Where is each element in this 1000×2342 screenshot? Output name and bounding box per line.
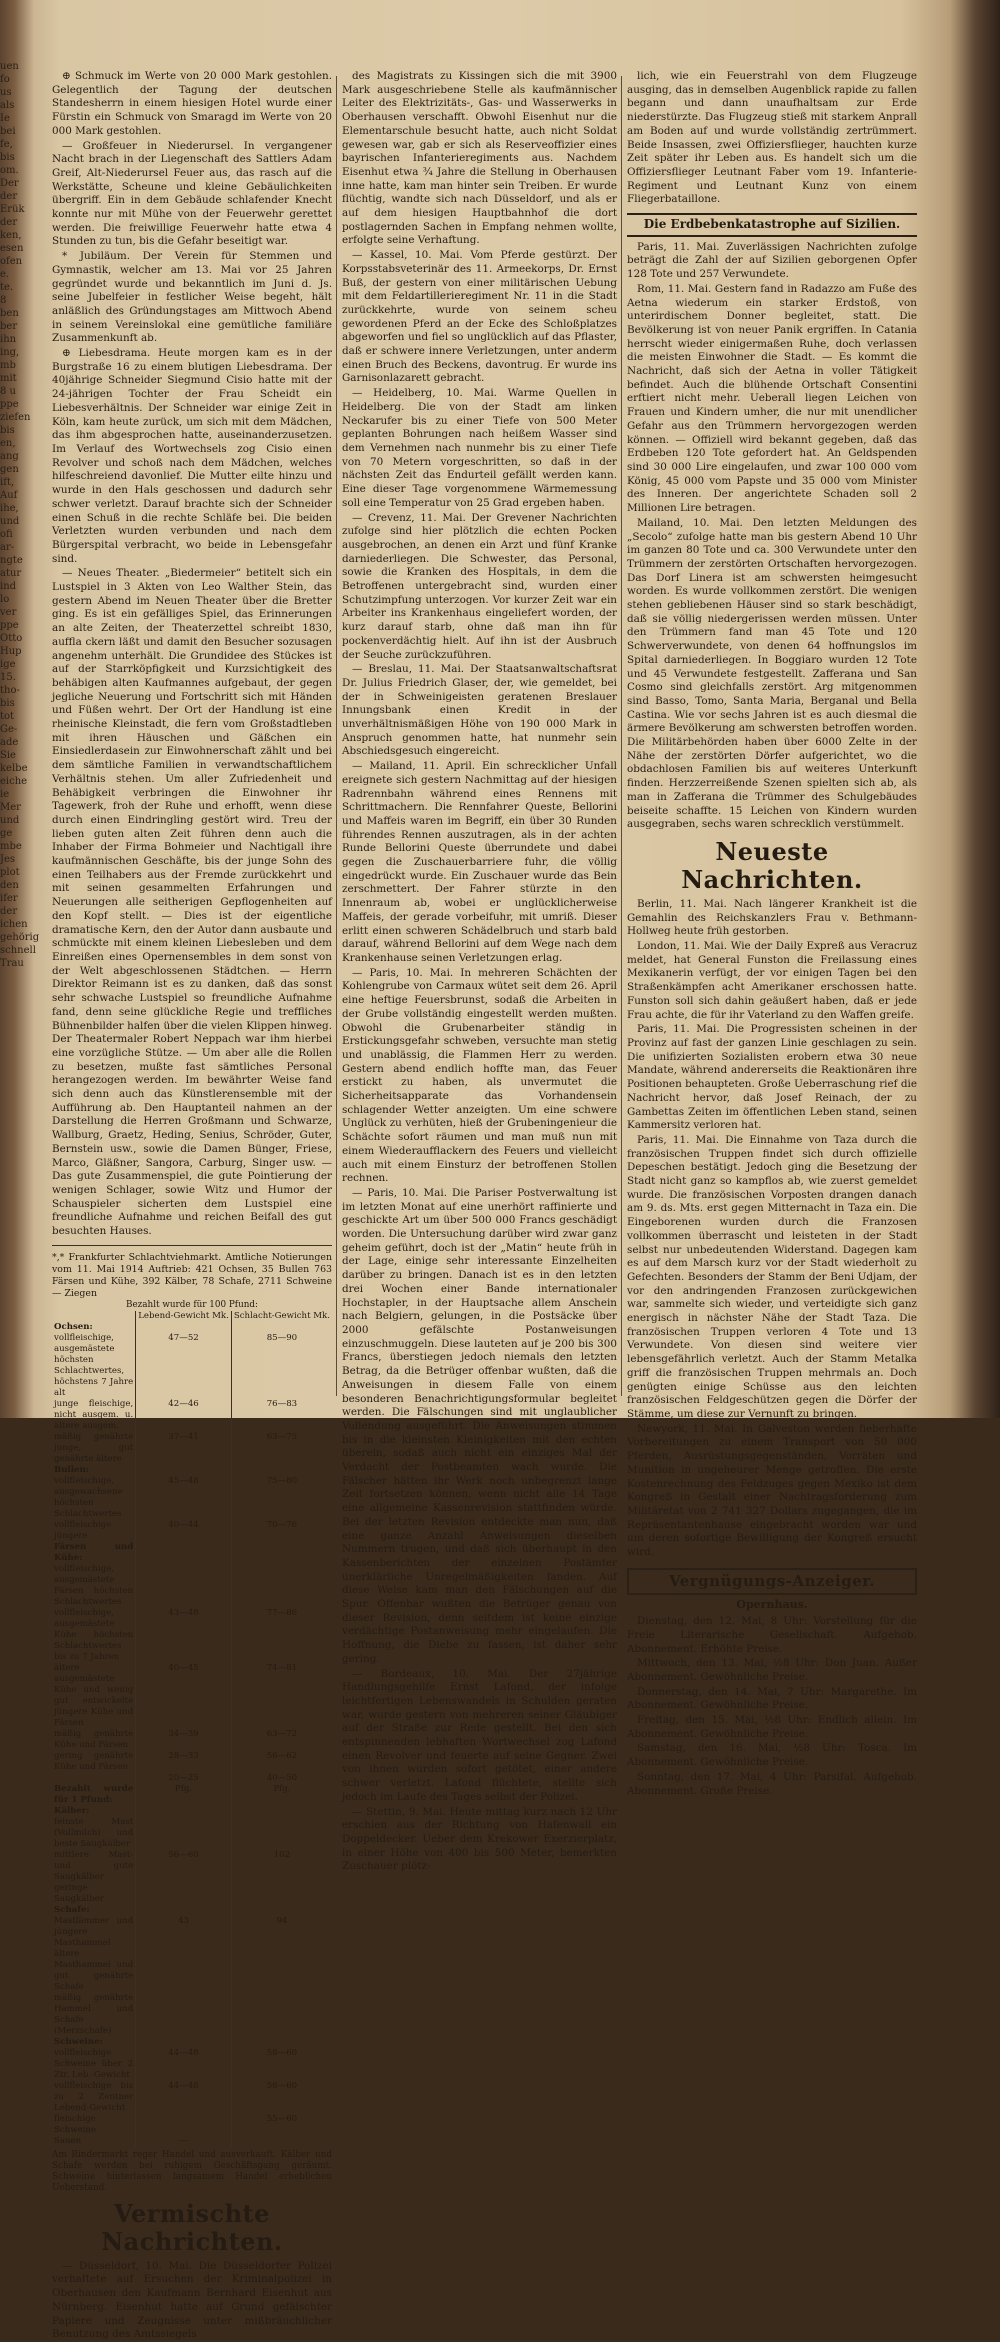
market-row-label: Schweine: bbox=[54, 2036, 103, 2047]
column-3 bbox=[627, 70, 917, 1797]
market-slaughter-price bbox=[231, 1883, 332, 1905]
article-paragraph: — Düsseldorf, 10. Mai. Die Düsseldorfer Polizei verhaftete auf Ersuchen der Kriminalpolizei in Oberhausen den Kaufmann Bernhard Eisenhut aus Nürnberg. Eisenhut hatte auf Grund gefälschter Papiere und Zeugnisse unter mißbräuchlicher Benutzung des Amtssiegels bbox=[52, 2259, 332, 2341]
margin-fragment: ang bbox=[0, 451, 19, 462]
margin-fragment: ge bbox=[0, 828, 13, 839]
market-row bbox=[52, 1850, 332, 1883]
market-row-label: Bezahlt wurde für 1 Pfund: bbox=[54, 1783, 134, 1805]
margin-fragment: Sie bbox=[0, 750, 16, 761]
market-row-label: Ochsen: bbox=[54, 1321, 93, 1332]
earthquake-report: Paris, 11. Mai. Zuverlässigen Nachrichten zufolge beträgt die Zahl der auf Sizilien geborgenen Opfer 128 Tote und 257 Verwundete. bbox=[627, 240, 917, 281]
market-row-label: mäßig genährte junge, gut genährte ältere bbox=[54, 1431, 134, 1464]
market-slaughter-price: 77—86 bbox=[231, 1608, 332, 1663]
margin-fragment: atur bbox=[0, 568, 22, 579]
margin-fragment: ber bbox=[0, 321, 18, 332]
market-slaughter-price: 63—72 bbox=[231, 1729, 332, 1751]
market-row-label: junge fleischige, nicht ausgem. u. ältere ausgem. bbox=[54, 1398, 134, 1431]
margin-fragment: Ge- bbox=[0, 724, 18, 735]
market-slaughter-price bbox=[231, 1465, 332, 1476]
latest-news-articles bbox=[627, 898, 917, 1560]
previous-page-margin bbox=[0, 60, 40, 1360]
margin-fragment: mit bbox=[0, 373, 17, 384]
news-item: Paris, 11. Mai. Die Einnahme von Taza durch die französischen Truppen findet sich durch offizielle Depeschen bestätigt. Jedoch ging die Besetzung der Stadt nicht ganz so kampflos ab, wie zuerst gemeldet wurde. Die französischen Vorposten drangen danach am 9. ds. Mts. erst gegen Mitternacht in Taza ein. Die Eingeborenen wurden durch die Franzosen vollkommen überrascht und leisteten in der Stadt selbst nur unbedeutenden Widerstand. Dagegen kam es auf dem Marsch kurz vor der Stadt wiederholt zu Gefechten. Besonders der Stamm der Beni Udjam, der vor den andringenden Franzosen zurückgewichen war, sammelte sich wieder, und verteidigte sich ganz energisch in nächster Nähe der Stadt Taza. Die französischen Truppen verloren 4 Tote und 13 Verwundete. Von diesen sind weitere vier lebensgefährlich verletzt. Auch der Stamm Metalka griff die französischen Truppen mehrmals an. Doch genügten einige Schüsse aus den leichten französischen Feldgeschützen gegen die Dörfer der Stämme, um diese zur Vernunft zu bringen. bbox=[627, 1133, 917, 1420]
margin-fragment: ichen bbox=[0, 919, 28, 930]
market-row-label: vollfleischige, ausgewachsene höchsten Schlachtwertes bbox=[54, 1475, 123, 1519]
margin-fragment: ing, bbox=[0, 347, 20, 358]
cattle-market-report bbox=[52, 1252, 332, 2194]
margin-fragment: ngte bbox=[0, 555, 23, 566]
article-paragraph: — Kassel, 10. Mai. Vom Pferde gestürzt. Der Korpsstabsveterinär des 11. Armeekorps, Dr. Ernst Buß, der gestern von einer militärischen Uebung mit dem Feldartillerieregiment Nr. 11 in die Stadt zurückkehrte, wurde von seinem scheu gewordenen Pferd an der Ecke des Schloßplatzes abgeworfen und fiel so unglücklich auf das Pflaster, daß er schwere innere Verletzungen, unter anderm einen Bruch des Beckens, davontrug. Er wurde ins Garnisonlazarett gebracht. bbox=[342, 249, 617, 385]
margin-fragment: und bbox=[0, 815, 20, 826]
margin-fragment: ziefen bbox=[0, 412, 31, 423]
margin-fragment: bis bbox=[0, 425, 15, 436]
market-live-price bbox=[136, 1465, 232, 1476]
market-row bbox=[52, 1806, 332, 1817]
margin-fragment: fe, bbox=[0, 139, 13, 150]
performance-listing: Dienstag, den 12. Mai, 8 Uhr: Vorstellung für die Freie Literarische Gesellschaft. Aufgehob. Abonnement. Erhöhte Preise. bbox=[627, 1615, 917, 1655]
market-row bbox=[52, 1564, 332, 1608]
market-row bbox=[52, 1949, 332, 1993]
earthquake-articles bbox=[627, 241, 917, 832]
market-row bbox=[52, 1432, 332, 1465]
opera-schedule bbox=[627, 1615, 917, 1798]
market-row bbox=[52, 1817, 332, 1850]
market-live-price bbox=[136, 1564, 232, 1608]
market-live-price: 28—33 bbox=[136, 1751, 232, 1773]
newspaper-page bbox=[40, 70, 955, 2341]
margin-fragment: us bbox=[0, 87, 12, 98]
margin-fragment: den bbox=[0, 880, 19, 891]
market-row bbox=[52, 1399, 332, 1432]
margin-fragment: ben bbox=[0, 308, 19, 319]
margin-fragment: tot bbox=[0, 711, 15, 722]
margin-fragment: tho- bbox=[0, 685, 20, 696]
news-item: Berlin, 11. Mai. Nach längerer Krankheit ist die Gemahlin des Reichskanzlers Frau v. Bethmann-Hollweg heute früh gestorben. bbox=[627, 897, 917, 938]
article-paragraph: — Paris, 10. Mai. In mehreren Schächten der Kohlengrube von Carmaux wütet seit dem 26. April eine heftige Feuersbrunst, sodaß die Arbeiten in der Grube vollständig eingestellt werden mußten. Obwohl die Grubenarbeiter ständig in Erstickungsgefahr schweben, versuchte man stetig und unablässig, die Flammen Herr zu werden. Gestern abend endlich hoffte man, das Feuer erstickt zu haben, als unvermutet die Sicherheitsapparate das Vorhandensein schlagender Wetter anzeigten. Um eine schwere Unglück zu verhüten, hieß der Grubeningenieur die Schächte sofort räumen und man muß nun mit einem Wiederaufflackern des Feuers und vielleicht auch mit einem Einsturz der betroffenen Stollen rechnen. bbox=[342, 966, 617, 1185]
market-row-label: ältere ausgemästete Kühe und wenig gut entwickelte jüngere Kühe und Färsen bbox=[54, 1662, 134, 1728]
article-paragraph: des Magistrats zu Kissingen sich die mit 3900 Mark ausgeschriebene Stelle als kaufmännischer Leiter des Elektrizitäts-, Gas- und Wasserwerks in Oberhausen verschafft. Obwohl Eisenhut nur die Elementarschule besucht hatte, auch nicht Soldat gewesen war, gab er sich als Reserveoffizier eines bayrischen Infanterieregiments aus. Nachdem Eisenhut etwa ¾ Jahre die Stellung in Oberhausen inne hatte, kam man hinter sein Treiben. Er wurde flüchtig, wandte sich nach Düsseldorf, und als er auf dem hiesigen Hauptbahnhof die dort postlagernden Sachen in Empfang nehmen wollte, erfolgte seine Verhaftung. bbox=[342, 70, 617, 247]
market-live-price: 42—46 bbox=[136, 1399, 232, 1432]
market-live-price: 47—52 bbox=[136, 1333, 232, 1399]
market-row-label: Färsen und Kühe: bbox=[54, 1541, 134, 1563]
margin-fragment: ofen bbox=[0, 256, 23, 267]
market-slaughter-price: 58—60 bbox=[231, 2081, 332, 2114]
margin-fragment: mbe bbox=[0, 841, 22, 852]
margin-fragment: Der bbox=[0, 178, 19, 189]
market-row bbox=[52, 1663, 332, 1729]
market-live-price: 44—48 bbox=[136, 2081, 232, 2114]
article-paragraph: — Heidelberg, 10. Mai. Warme Quellen in Heidelberg. Die von der Stadt am linken Neckarufer bis zu einer Tiefe von 500 Meter geplanten Bohrungen nach heißem Wasser sind dem Vernehmen nach nunmehr bis zu einer Tiefe von 70 Metern vorgeschritten, so daß in der nächsten Zeit das Endurteil gefällt werden kann. Eine dieser Tage vorgenommene Wärmemessung soll eine Temperatur von 25 Grad ergeben haben. bbox=[342, 387, 617, 509]
market-row bbox=[52, 2114, 332, 2136]
market-row-label: Mastlämmer und jüngere Masthammel bbox=[54, 1915, 134, 1948]
market-slaughter-price: 55—60 bbox=[231, 2114, 332, 2136]
margin-fragment: esen bbox=[0, 243, 24, 254]
market-live-price bbox=[136, 1806, 232, 1817]
margin-fragment: bei bbox=[0, 126, 16, 137]
article-paragraph: lich, wie ein Feuerstrahl von dem Flugzeuge ausging, das in demselben Augenblick rapide zu fallen begann und dann unaufhaltsam zur Erde niederstürzte. Das Flugzeug stieß mit starkem Anprall am Boden auf und wurde vollständig zertrümmert. Beide Insassen, zwei Offiziersflieger, hauchten kurze Zeit später ihr Leben aus. Es handelt sich um die Offiziersflieger Leutnant Faber vom 19. Infanterie-Regiment und Leutnant Kunz von einem Fliegerbataillone. bbox=[627, 70, 917, 206]
market-footnote: Am Rindermarkt reger Handel und ausverkauft. Kälber und Schafe werden bei ruhigem Geschäftsgang geräumt. Schweine hinterlassen langsamem Handel erheblichen Ueberstand. bbox=[52, 2149, 332, 2193]
market-slaughter-price: 74—81 bbox=[231, 1663, 332, 1729]
market-col-slaughter: Schlacht-Gewicht Mk. bbox=[231, 1311, 332, 1322]
market-row bbox=[52, 1322, 332, 1333]
market-slaughter-price bbox=[231, 2037, 332, 2048]
market-slaughter-price bbox=[231, 1993, 332, 2037]
market-slaughter-price: 85—90 bbox=[231, 1333, 332, 1399]
margin-fragment: ifer bbox=[0, 893, 18, 904]
opera-house-heading: Opernhaus. bbox=[736, 1598, 808, 1612]
market-row-label: mäßig genährte Hammel und Schafe (Merzschafe) bbox=[54, 1992, 134, 2036]
margin-fragment: Jes bbox=[0, 854, 16, 865]
market-live-price: Pfg. bbox=[136, 1784, 232, 1806]
market-slaughter-price: 63—75 bbox=[231, 1432, 332, 1465]
market-live-price: 56—60 bbox=[136, 1850, 232, 1883]
market-row bbox=[52, 1883, 332, 1905]
market-live-price: 45—48 bbox=[136, 1476, 232, 1520]
market-row bbox=[52, 1520, 332, 1542]
market-live-price bbox=[136, 1949, 232, 1993]
margin-fragment: om. bbox=[0, 165, 19, 176]
market-row bbox=[52, 1542, 332, 1564]
margin-fragment: ihe, bbox=[0, 503, 19, 514]
market-row-label: feinste Mast (Vollmilch) und beste Saugkälber bbox=[54, 1816, 134, 1849]
margin-fragment: ihn bbox=[0, 334, 17, 345]
market-live-price bbox=[136, 1905, 232, 1916]
market-row bbox=[52, 2037, 332, 2048]
market-row-label: ältere Masthammel und gut genährte Schafe bbox=[54, 1948, 134, 1992]
market-slaughter-price bbox=[231, 1564, 332, 1608]
margin-fragment: gehörig bbox=[0, 932, 40, 943]
margin-fragment: mb bbox=[0, 360, 16, 371]
market-table bbox=[52, 1311, 332, 2147]
market-slaughter-price bbox=[231, 1905, 332, 1916]
margin-fragment: plot bbox=[0, 867, 20, 878]
market-row bbox=[52, 1465, 332, 1476]
market-live-price bbox=[136, 1817, 232, 1850]
market-row bbox=[52, 1751, 332, 1773]
article-paragraph: ⊕ Liebesdrama. Heute morgen kam es in der Burgstraße 16 zu einem blutigen Liebesdrama. Der 40jährige Schneider Siegmund Cisio hatte mit der 24-jährigen Tochter der Frau Scheidt ein Liebesverhältnis. Der Schneider war einige Zeit in Köln, kam heute zurück, um sich mit dem Mädchen, das ihm abgesprochen hatte, auseinanderzusetzen. Im Verlauf des Wortwechsels zog Cisio einen Revolver und schoß nach dem Mädchen, welches hilfeschreiend davonlief. Die Mutter eilte hinzu und wurde in den Hals geschossen und dadurch sehr schwer verletzt. Darauf brachte sich der Schneider einen Schuß in die rechte Schläfe bei. Die beiden Verletzten wurden verbunden und nach dem Bürgerspital verbracht, wo beide in Lebensgefahr sind. bbox=[52, 347, 332, 565]
margin-fragment: ver bbox=[0, 607, 17, 618]
margin-fragment: ift, bbox=[0, 477, 15, 488]
margin-fragment: Auf bbox=[0, 490, 18, 501]
margin-fragment: bis bbox=[0, 152, 15, 163]
margin-fragment: Ie bbox=[0, 113, 10, 124]
market-row bbox=[52, 1476, 332, 1520]
market-col-live: Lebend-Gewicht Mk. bbox=[136, 1311, 232, 1322]
margin-fragment: schnell bbox=[0, 945, 36, 956]
margin-fragment: uen bbox=[0, 61, 19, 72]
market-slaughter-price: 102 bbox=[231, 1850, 332, 1883]
margin-fragment: der bbox=[0, 906, 18, 917]
margin-fragment: eiche bbox=[0, 776, 28, 787]
market-slaughter-price: 58—60 bbox=[231, 2048, 332, 2081]
column-1 bbox=[52, 70, 332, 2341]
market-row bbox=[52, 1784, 332, 1806]
market-live-price bbox=[136, 2114, 232, 2136]
margin-fragment: fo bbox=[0, 74, 10, 85]
market-slaughter-price bbox=[231, 2136, 332, 2147]
margin-fragment: 8 bbox=[0, 295, 7, 306]
article-paragraph: — Großfeuer in Niederursel. In vergangener Nacht brach in der Liegenschaft des Sattlers Adam Greif, Alt-Niederursel Feuer aus, das rasch auf die Werkstätte, Scheune und kleine Gebäulichkeiten übergriff. Ein in dem Gebäude schlafender Knecht konnte nur mit Mühe von der Feuerwehr gerettet werden. Die freiwillige Feuerwehr hatte etwa 4 Stunden zu tun, bis die Gefahr beseitigt war. bbox=[52, 139, 332, 248]
margin-fragment: und bbox=[0, 516, 20, 527]
market-live-price: 34—39 bbox=[136, 1729, 232, 1751]
market-row bbox=[52, 1333, 332, 1399]
market-live-price bbox=[136, 1322, 232, 1333]
market-slaughter-price: 40—50 bbox=[231, 1773, 332, 1784]
market-row-label: Kälber: bbox=[54, 1805, 90, 1816]
column-3-articles bbox=[627, 70, 917, 207]
article-paragraph: — Stettin, 9. Mai. Heute mittag kurz nach 12 Uhr erschien aus der Richtung von Hafenwall ein Doppeldecker. Ueber dem Krekower Exerzierplatz, in einer Höhe von 400 bis 500 Meter, bemerkten Zuschauer plötz- bbox=[342, 1805, 617, 1873]
market-row bbox=[52, 1993, 332, 2037]
margin-fragment: Otto bbox=[0, 633, 23, 644]
market-row-label: Sauen bbox=[54, 2135, 82, 2146]
margin-fragment: der bbox=[0, 191, 18, 202]
margin-fragment: ar- bbox=[0, 542, 15, 553]
margin-fragment: ofi bbox=[0, 529, 13, 540]
market-row bbox=[52, 1729, 332, 1751]
market-row-label: vollfleischige, ausgemästete Färsen höchsten Schlachtwertes bbox=[54, 1563, 134, 1607]
article-paragraph: ⊕ Schmuck im Werte von 20 000 Mark gestohlen. Gelegentlich der Tagung der deutschen Standesherrn in einem hiesigen Hotel wurde einer Fürstin ein Schmuck von Smaragd im Werte von 20 000 Mark gestohlen. bbox=[52, 70, 332, 137]
section-heading-earthquake: Die Erdbebenkatastrophe auf Sizilien. bbox=[627, 213, 917, 237]
market-live-price bbox=[136, 1542, 232, 1564]
market-row-label: vollfleischige Schweine über 2 Ztr. Leb.-Gewicht bbox=[54, 2047, 134, 2080]
margin-fragment: 8 u bbox=[0, 386, 16, 397]
article-paragraph: * Jubiläum. Der Verein für Stemmen und Gymnastik, welcher am 13. Mai vor 25 Jahren gegründet wurde und bekanntlich im Juni d. Js. seine Jubelfeier in festlicher Weise begeht, hält anläßlich des Gründungstages am Mittwoch Abend in seinem Vereinslokal eine gemütliche familiäre Zusammenkunft ab. bbox=[52, 250, 332, 345]
market-slaughter-price: 76—83 bbox=[231, 1399, 332, 1432]
margin-fragment: gen bbox=[0, 464, 19, 475]
market-live-price: 40—45 bbox=[136, 1663, 232, 1729]
section-heading-misc: Vermischte Nachrichten. bbox=[101, 2198, 283, 2256]
market-slaughter-price bbox=[231, 1322, 332, 1333]
market-title: *,* Frankfurter Schlachtviehmarkt. Amtliche Notierungen vom 11. Mai 1914 Auftrieb: 421 Ochsen, 35 Bullen 763 Färsen und Kühe, 392 Kälber, 78 Schafe, 2711 Schweine — Ziegen bbox=[52, 1251, 332, 1299]
performance-listing: Donnerstag, den 14. Mai, 7 Uhr: Margarethe. Im Abonnement. Gewöhnliche Preise. bbox=[627, 1685, 917, 1712]
column-1-misc-articles bbox=[52, 2260, 332, 2342]
margin-fragment: en, bbox=[0, 438, 16, 449]
market-live-price: 43 bbox=[136, 1916, 232, 1949]
margin-fragment: 15. bbox=[0, 672, 16, 683]
article-paragraph: — Mailand, 11. April. Ein schrecklicher Unfall ereignete sich gestern Nachmittag auf der hiesigen Radrennbahn während eines Rennens mit Schrittmachern. Die Rennfahrer Queste, Bellorini und Maffeis waren im Begriff, ein über 30 Runden führendes Rennen auszutragen, als in der achten Runde Bellorini Queste überrundete und dabei gegen die Zuschauerbarriere fuhr, die völlig eingedrückt wurde. Ein Zuschauer wurde das Bein zerschmettert. Der Fahrer stürzte in den Innenraum ab, wobei er unglücklicherweise Maffeis, der gerade vorbeifuhr, mit umriß. Dieser erlitt einen schweren Schädelbruch und starb bald darauf, während Bellorini auf dem Wege nach dem Krankenhause seinen Verletzungen erlag. bbox=[342, 760, 617, 964]
market-row-label bbox=[52, 1773, 136, 1784]
market-row-label: mäßig genährte Kühe und Färsen bbox=[54, 1728, 134, 1750]
market-slaughter-price bbox=[231, 1806, 332, 1817]
market-row bbox=[52, 1916, 332, 1949]
market-slaughter-price: 94 bbox=[231, 1916, 332, 1949]
market-unit-note: Bezahlt wurde für 100 Pfund: bbox=[125, 1299, 258, 1310]
market-live-price: 43—48 bbox=[136, 1608, 232, 1663]
market-row-label: gering genährte Kühe und Färsen bbox=[54, 1750, 134, 1772]
article-paragraph: — Breslau, 11. Mai. Der Staatsanwaltschaftsrat Dr. Julius Friedrich Glaser, der, wie gemeldet, bei der in Schweinigeisten geratenen Breslauer Innungsbank einen Kredit in der unverhältnismäßigen Höhe von 190 000 Mark in Anspruch genommen hatte, hat nunmehr sein Abschiedsgesuch eingereicht. bbox=[342, 663, 617, 758]
market-live-price: — bbox=[136, 2136, 232, 2147]
market-row-label: Bullen: bbox=[54, 1464, 89, 1475]
market-slaughter-price: 70—76 bbox=[231, 1520, 332, 1542]
market-row-label: vollfleischige jüngere bbox=[54, 1519, 112, 1541]
market-row bbox=[52, 1608, 332, 1663]
margin-fragment: ie bbox=[0, 789, 10, 800]
margin-fragment: lo bbox=[0, 594, 10, 605]
margin-fragment: Trau bbox=[0, 958, 24, 969]
performance-listing: Freitag, den 15. Mai, ½8 Uhr: Endlich allein. Im Abonnement. Gewöhnliche Preise. bbox=[627, 1714, 917, 1740]
article-paragraph: — Neues Theater. „Biedermeier“ betitelt sich ein Lustspiel in 3 Akten von Leo Walther Stein, das gestern Abend im Neuen Theater über die Bretter ging. Es ist ein gefälliges Spiel, das Erinnerungen an alte Zeiten, der Theaterzettel schreibt 1830, auffla ckern läßt und damit den Besucher sozusagen angenehm unterhält. Die Grundidee des Stückes ist auf der Starrköpfigkeit und Kurzsichtigkeit des behäbigen alten Kaufmannes aufgebaut, der gegen jegliche Neuerung und Fortschritt sich mit Händen und Füßen wehrt. Der Ort der Handlung ist eine rheinische Kleinstadt, die fern vom Großstadtleben mit ihren Häuschen und Gäßchen ein Einsiedlerdasein zur Einwohnerschaft zählt und bei dem sämtliche Familien in verwandtschaftlichem Verhältnis stehen. Um aller Zufriedenheit und Behäbigkeit verbringen die Einwohner ihr Tagewerk, froh der Ruhe und erhofft, wenn diese durch einen Eindringling gestört wird. Treu der lieben guten alten Zeit führen denn auch die Inhaber der Firma Bohmeier und Nachtigall ihre kaufmännischen Geschäfte, bis der junge Sohn des einen Teilhabers aus der Fremde zurückkehrt und mit seinen gesammelten Erfahrungen und Neuerungen alle seitherigen Gepflogenheiten auf den Kopf stellt. — Dies ist der eigentliche dramatische Kern, den der Autor dann ausbaute und schmückte mit einem kleinen Liebesleben und dem Einreißen eines Opernensembles in dem sonst von der Welt abgeschlossenen Städtchen. — Herrn Direktor Reimann ist es zu danken, daß das sonst sehr schwache Lustspiel so freundliche Aufnahme fand, denn seine glückliche Regie und treffliches Bühnenbilder halfen über die vielen Klippen hinweg. Der Theatermaler Robert Neppach war ihm hierbei eine vorzügliche Stütze. — Um aber alle die Rollen zu besetzen, mußte fast sämtliches Personal herangezogen werden. Im bewährter Weise fand sich denn auch das Künstlerensemble mit der Aufführung ab. Den Hauptanteil nahmen an der Darstellung die Herren Großmann und Schwarze, Wallburg, Graetz, Heding, Senius, Schröder, Guter, Bernstein usw., sowie die Damen Bünger, Friese, Marco, Gläßner, Sangora, Carburg, Singer usw. — Das gute Zusammenspiel, die gute Pointierung der wenigen Schlager, sowie Witz und Humor der Schauspieler sicherten dem Lustspiel eine freundliche Aufnahme und reichen Beifall des gut besuchten Hauses. bbox=[52, 567, 332, 1238]
news-item: London, 11. Mai. Wie der Daily Expreß aus Veracruz meldet, hat General Funston die Freilassung eines Mexikanerin verfügt, der vor einigen Tagen bei den Straßenkämpfen acht Amerikaner erschossen hatte. Funston soll sich dahin geäußert haben, daß er jede Frau achte, die für ihr Vaterland zu den Waffen greife. bbox=[627, 940, 917, 1021]
section-heading-latest-news: Neueste Nachrichten. bbox=[681, 836, 863, 894]
section-heading-entertainment: Vergnügungs-Anzeiger. bbox=[627, 1568, 917, 1596]
earthquake-report: Mailand, 10. Mai. Den letzten Meldungen des „Secolo“ zufolge hatte man bis gestern Abend 10 Uhr im ganzen 80 Tote und ca. 300 Verwundete unter den Trümmern der zerstörten Ortschaften hervorgezogen. Das Dorf Linera ist am schwersten heimgesucht worden. Es wurde vollkommen zerstört. Die wenigen stehen gebliebenen Häuser sind so stark beschädigt, daß sie völlig niedergerissen werden müssen. Unter den Trümmern fand man 45 Tote und 120 Schwerverwundete, von denen 64 hoffnungslos im Spital darniederliegen. In Boggiaro wurden 12 Tote und 45 Verwundete festgestellt. Zafferana und San Cosmo sind gleichfalls zerstört. Arg mitgenommen sind Basso, Tomo, Santa Maria, Berganal und Bella Castina. Wie vor sechs Jahren ist es auch diesmal die ärmere Bevölkerung am schwersten betroffen worden. Die Militärbehörden haben über 6000 Zelte in der Nähe der zerstörten Dörfer aufgerichtet, wo die obdachlosen Familien bis auf weiteres Unterkunft finden. Herzzerreißende Szenen spielten sich ab, als man in Zafferana die Trümmer des Schulgebäudes beiseite schaffte. 15 Leichen von Kindern wurden ausgegraben, sechs waren schrecklich verstümmelt. bbox=[627, 516, 917, 831]
margin-fragment: ade bbox=[0, 737, 19, 748]
article-paragraph: — Bordeaux, 10. Mai. Der 27jährige Handlungsgehilfe Ernst Lafond, der infolge leichtfertigen Lebenswandels in Schulden geraten war, wurde gestern von mehreren seiner Gläubiger auf der Straße zur Rede gestellt. Bei den sich entspinnenden lebhaften Wortwechsel zog Lafond einen Revolver und feuerte auf seine Gegner. Zwei von ihnen wurden sofort getötet, einer andere schwer verletzt. Lafond flüchtete, stellte sich jedoch im Laufe des Tages selbst der Polizei. bbox=[342, 1667, 617, 1803]
market-row bbox=[52, 1773, 332, 1784]
article-paragraph: — Paris, 10. Mai. Die Pariser Postverwaltung ist im letzten Monat auf eine unerhört raffinierte und geschickte Art um über 500 000 Francs geschädigt worden. Die Untersuchung darüber wird zwar ganz geheim geführt, doch ist der „Matin“ heute früh in der Lage, einige sehr interessante Einzelheiten darüber zu bringen. Danach ist es in den letzten drei Wochen einer Bande internationaler Hochstapler, in der Hauptsache allem Anschein nach Belgiern, gelungen, in die Postsäcke über 2000 gefälschte Postanweisungen einzuschmuggeln. Diese lauteten auf je 200 bis 300 Francs, überstiegen jedoch niemals den letzten Betrag, da die Betrüger offenbar wußten, daß die Anweisungen in diesem Falle von einem besonderen Benachrichtigungsformular begleitet werden. Die Fälschungen sind mit unglaublicher Vollendung ausgeführt. Die Anweisungen stimmen bis in die kleinsten Kleinigkeiten mit den echten überein, sodaß auch nicht ein einziges Mal der Verdacht der Postbeamten wach wurde. Die Fälscher hätten ihr Werk noch unbegrenzt lange Zeit fortsetzen können, wenn nicht alle 14 Tage eine allgemeine Kassenrevision stattfinden würde. Bei der letzten Revision entdeckte man nun, daß eine ganze Anzahl Anweisungen dieselben Nummern trugen, und daß sich überhaupt in den Kassenberichten der einzelnen Postämter unerklärliche Unregelmäßigkeiten fanden. Auf diese Weise kam man den Fälschungen auf die Spur. Offenbar wußten die Betrüger genau von dieser Revision, denn seitdem ist keine einzige verdächtige Postanweisung mehr eingelaufen. Die Hoffnung, die Diebe zu fassen, ist daher sehr gering. bbox=[342, 1186, 617, 1665]
news-item: Newyork, 11. Mai. In Galveston werden fieberhafte Vorbereitungen zu einem Transport von 50 000 Pferden, Ausrüstungsgegenständen, Vorräten und Munition in ungeheurer Menge getroffen. Die erste Kostenrechnung des Feldzuges gegen Mexiko ist dem Kongreß in Gestalt einer Nachtragsforderung zum Militäretat von 2 741 327 Dollars zugegangen, die im Repräsentantenhause eingebracht worden war und um deren sofortige Bewilligung der Kongreß ersucht wird. bbox=[627, 1422, 917, 1559]
market-row-label: fleischige Schweine bbox=[54, 2113, 97, 2135]
column-rule bbox=[621, 76, 622, 1396]
column-1-articles bbox=[52, 70, 332, 1239]
news-item: Paris, 11. Mai. Die Progressisten scheinen in der Provinz auf fast der ganzen Linie geschlagen zu sein. Die unifizierten Sozialisten erobern etwa 30 neue Mandate, während andererseits die Reaktionären ihre Positionen behaupteten. Große Ueberraschung rief die Nachricht hervor, daß Josef Reinach, der zu Gambettas Zeiten im öffentlichen Leben stand, seinen Kammersitz verloren hat. bbox=[627, 1023, 917, 1132]
performance-listing: Samstag, den 16. Mai, ½8 Uhr: Tosca. Im Abonnement. Gewöhnliche Preise. bbox=[627, 1742, 917, 1769]
market-slaughter-price bbox=[231, 1949, 332, 1993]
column-2-articles bbox=[342, 70, 617, 1874]
performance-listing: Sonntag, den 17. Mai, 4 Uhr: Parsifal. Aufgehob. Abonnement. Große Preise. bbox=[627, 1770, 917, 1797]
margin-fragment: e. bbox=[0, 269, 10, 280]
margin-fragment: der bbox=[0, 217, 18, 228]
market-row-label: Schafe: bbox=[54, 1904, 90, 1915]
margin-fragment: ppe bbox=[0, 620, 19, 631]
market-live-price bbox=[136, 1993, 232, 2037]
market-row-label: vollfleischige, ausgemästete höchsten Schlachtwertes, höchstens 7 Jahre alt bbox=[54, 1332, 134, 1398]
margin-fragment: Erük bbox=[0, 204, 25, 215]
performance-listing: Mittwoch, den 13. Mai, ½8 Uhr: Don Juan. Außer Abonnement. Gewöhnliche Preise. bbox=[627, 1657, 917, 1683]
market-live-price: 37—41 bbox=[136, 1432, 232, 1465]
market-slaughter-price bbox=[231, 1817, 332, 1850]
market-live-price bbox=[136, 2037, 232, 2048]
margin-fragment: als bbox=[0, 100, 15, 111]
market-row-label: geringe Saugkälber bbox=[54, 1882, 104, 1904]
margin-fragment: te. bbox=[0, 282, 14, 293]
market-slaughter-price: 75—80 bbox=[231, 1476, 332, 1520]
margin-fragment: ige bbox=[0, 659, 16, 670]
margin-fragment: bis bbox=[0, 698, 15, 709]
column-rule bbox=[336, 76, 337, 1396]
market-live-price: 44—48 bbox=[136, 2048, 232, 2081]
margin-fragment: Hup bbox=[0, 646, 22, 657]
market-row-label: vollfleischige bis zu 2 Zentner Lebend-Gewicht bbox=[54, 2080, 134, 2113]
market-row bbox=[52, 1905, 332, 1916]
market-row-label: vollfleischige, ausgemästete Kühe höchsten Schlachtwertes bis zu 7 Jahren bbox=[54, 1607, 134, 1662]
margin-fragment: kelbe bbox=[0, 763, 28, 774]
divider bbox=[52, 1245, 332, 1246]
market-live-price: 20—25 bbox=[136, 1773, 232, 1784]
earthquake-report: Rom, 11. Mai. Gestern fand in Radazzo am Fuße des Aetna wiederum ein starker Erdstoß, von unterirdischem Donner begleitet, statt. Die Bevölkerung ist von neuer Panik ergriffen. In Catania herrscht wieder einigermaßen Ruhe, doch verlassen die meisten Einwohner die Stadt. — Es kommt die Nachricht, daß sich der Aetna in voller Tätigkeit befindet. Auch die blühende Ortschaft Consentini erftiert nicht mehr. Ueberall liegen Leichen von Frauen und Kindern umher, die nur mit unendlicher Gefahr aus den Trümmern hervorgezogen werden können. — Offiziell wird bekannt gegeben, daß das Erdbeben 120 Tote gefordert hat. An Geldspenden sind 30 000 Lire eingelaufen, und zwar 100 000 vom König, 45 000 vom Papste und 35 000 vom Minister des Inneren. Der angerichtete Schaden soll 2 Millionen Lire betragen. bbox=[627, 282, 917, 515]
article-paragraph: — Crevenz, 11. Mai. Der Grevener Nachrichten zufolge sind hier plötzlich die echten Pocken ausgebrochen, an denen ein Arzt und fünf Kranke darniederliegen. Die Schwester, das Personal, sowie die Kranken des Hospitals, in dem die Betroffenen untergebracht sind, wurden einer Schutzimpfung unterzogen. Vor kurzer Zeit war ein Arbeiter ins Krankenhaus eingeliefert worden, der kurz darauf starb, ohne daß man ihn für pockenverdächtig hielt. Auf ihn ist der Ausbruch der Seuche zurückzuführen. bbox=[342, 511, 617, 661]
market-row-label: mittlere Mast- und gute Saugkälber bbox=[54, 1849, 134, 1882]
margin-fragment: ind bbox=[0, 581, 17, 592]
margin-fragment: ppe bbox=[0, 399, 19, 410]
market-slaughter-price: 56—62 bbox=[231, 1751, 332, 1773]
market-row bbox=[52, 2048, 332, 2081]
margin-fragment: ken, bbox=[0, 230, 22, 241]
market-row bbox=[52, 2081, 332, 2114]
market-row bbox=[52, 2136, 332, 2147]
margin-fragment: Mer bbox=[0, 802, 21, 813]
market-slaughter-price: Pfg. bbox=[231, 1784, 332, 1806]
market-live-price bbox=[136, 1883, 232, 1905]
column-2 bbox=[342, 70, 617, 1873]
market-live-price: 40—44 bbox=[136, 1520, 232, 1542]
market-slaughter-price bbox=[231, 1542, 332, 1564]
